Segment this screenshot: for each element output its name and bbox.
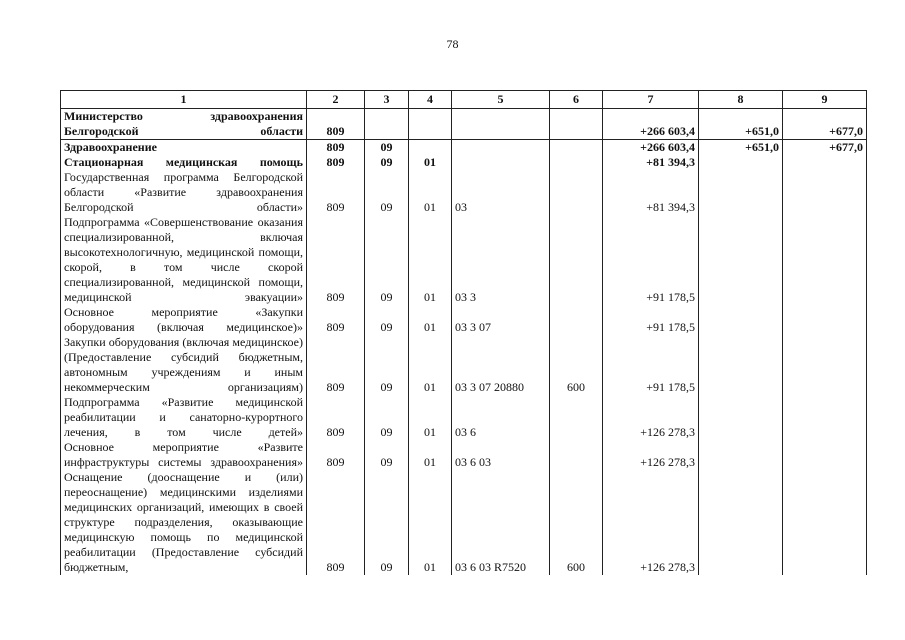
table-row xyxy=(61,395,867,440)
table-row xyxy=(61,215,867,305)
expense-type-cell: 600 xyxy=(550,470,603,575)
header-cell: 4 xyxy=(409,91,452,109)
subsection-code-cell: 09 xyxy=(365,305,409,335)
section-code-cell: 809 xyxy=(307,395,365,440)
target-article-cell xyxy=(452,109,550,140)
amount-col8-cell: +651,0 xyxy=(699,109,783,140)
table-body xyxy=(61,109,867,576)
paragraph-code-cell xyxy=(409,109,452,140)
subsection-code-cell: 09 xyxy=(365,155,409,170)
paragraph-code-cell: 01 xyxy=(409,470,452,575)
expense-type-cell: 600 xyxy=(550,335,603,395)
amount-col9-cell xyxy=(783,215,867,305)
expense-type-cell xyxy=(550,440,603,470)
budget-table xyxy=(60,90,867,575)
target-article-cell: 03 3 07 xyxy=(452,305,550,335)
section-code-cell: 809 xyxy=(307,109,365,140)
paragraph-code-cell xyxy=(409,140,452,156)
paragraph-code-cell: 01 xyxy=(409,305,452,335)
paragraph-code-cell: 01 xyxy=(409,155,452,170)
header-cell: 7 xyxy=(603,91,699,109)
amount-col7-cell: +126 278,3 xyxy=(603,395,699,440)
row-name-cell: Министерство здравоохранения Белгородской области xyxy=(61,109,307,140)
amount-col9-cell xyxy=(783,305,867,335)
amount-col9-cell xyxy=(783,335,867,395)
header-cell: 3 xyxy=(365,91,409,109)
amount-col7-cell: +126 278,3 xyxy=(603,470,699,575)
target-article-cell: 03 6 03 xyxy=(452,440,550,470)
expense-type-cell xyxy=(550,170,603,215)
amount-col9-cell xyxy=(783,440,867,470)
subsection-code-cell: 09 xyxy=(365,170,409,215)
expense-type-cell xyxy=(550,140,603,156)
amount-col7-cell: +126 278,3 xyxy=(603,440,699,470)
amount-col7-cell: +266 603,4 xyxy=(603,109,699,140)
subsection-code-cell: 09 xyxy=(365,215,409,305)
paragraph-code-cell: 01 xyxy=(409,215,452,305)
target-article-cell xyxy=(452,140,550,156)
table-row xyxy=(61,109,867,140)
amount-col9-cell: +677,0 xyxy=(783,140,867,156)
expense-type-cell xyxy=(550,155,603,170)
amount-col8-cell xyxy=(699,440,783,470)
subsection-code-cell: 09 xyxy=(365,335,409,395)
amount-col7-cell: +81 394,3 xyxy=(603,155,699,170)
row-name-cell: Оснащение (дооснащение и (или) переоснащение) медицинскими изделиями медицинских организаций, имеющих в своей структуре подразделения, оказывающие медицинскую помощь по медицинской реабилитации (Предоставление субсидий бюджетным, xyxy=(61,470,307,575)
amount-col8-cell xyxy=(699,215,783,305)
amount-col7-cell: +266 603,4 xyxy=(603,140,699,156)
table-row xyxy=(61,470,867,575)
row-name-cell: Подпрограмма «Развитие медицинской реабилитации и санаторно-курортного лечения, в том числе детей» xyxy=(61,395,307,440)
amount-col9-cell xyxy=(783,470,867,575)
target-article-cell xyxy=(452,155,550,170)
expense-type-cell xyxy=(550,215,603,305)
section-code-cell: 809 xyxy=(307,140,365,156)
row-name-cell: Закупки оборудования (включая медицинское) (Предоставление субсидий бюджетным, автономным учреждениям и иным некоммерческим организациям) xyxy=(61,335,307,395)
table-header-row xyxy=(61,91,867,109)
header-cell: 5 xyxy=(452,91,550,109)
subsection-code-cell: 09 xyxy=(365,440,409,470)
row-name-cell: Основное мероприятие «Развите инфраструктуры системы здравоохранения» xyxy=(61,440,307,470)
header-cell: 9 xyxy=(783,91,867,109)
section-code-cell: 809 xyxy=(307,170,365,215)
expense-type-cell xyxy=(550,305,603,335)
amount-col8-cell xyxy=(699,395,783,440)
expense-type-cell xyxy=(550,395,603,440)
table-row xyxy=(61,140,867,156)
row-name-cell: Государственная программа Белгородской области «Развитие здравоохранения Белгородской области» xyxy=(61,170,307,215)
subsection-code-cell: 09 xyxy=(365,470,409,575)
expense-type-cell xyxy=(550,109,603,140)
amount-col9-cell: +677,0 xyxy=(783,109,867,140)
section-code-cell: 809 xyxy=(307,155,365,170)
table-row xyxy=(61,155,867,170)
target-article-cell: 03 6 03 R7520 xyxy=(452,470,550,575)
amount-col8-cell xyxy=(699,470,783,575)
row-name-cell: Здравоохранение xyxy=(61,140,307,156)
paragraph-code-cell: 01 xyxy=(409,335,452,395)
table-row xyxy=(61,440,867,470)
table-row xyxy=(61,335,867,395)
paragraph-code-cell: 01 xyxy=(409,440,452,470)
table-row xyxy=(61,305,867,335)
paragraph-code-cell: 01 xyxy=(409,170,452,215)
paragraph-code-cell: 01 xyxy=(409,395,452,440)
section-code-cell: 809 xyxy=(307,470,365,575)
amount-col8-cell xyxy=(699,155,783,170)
row-name-cell: Подпрограмма «Совершенствование оказания специализированной, включая высокотехнологичную, медицинской помощи, скорой, в том числе скорой специализированной, медицинской помощи, медицинской эвакуации» xyxy=(61,215,307,305)
header-cell: 6 xyxy=(550,91,603,109)
section-code-cell: 809 xyxy=(307,305,365,335)
target-article-cell: 03 3 xyxy=(452,215,550,305)
section-code-cell: 809 xyxy=(307,335,365,395)
header-cell: 8 xyxy=(699,91,783,109)
amount-col9-cell xyxy=(783,155,867,170)
amount-col8-cell: +651,0 xyxy=(699,140,783,156)
amount-col7-cell: +91 178,5 xyxy=(603,305,699,335)
amount-col8-cell xyxy=(699,305,783,335)
subsection-code-cell: 09 xyxy=(365,395,409,440)
amount-col7-cell: +91 178,5 xyxy=(603,335,699,395)
row-name-cell: Основное мероприятие «Закупки оборудования (включая медицинское)» xyxy=(61,305,307,335)
amount-col9-cell xyxy=(783,170,867,215)
subsection-code-cell xyxy=(365,109,409,140)
amount-col7-cell: +81 394,3 xyxy=(603,170,699,215)
target-article-cell: 03 xyxy=(452,170,550,215)
page-number: 78 xyxy=(446,37,459,51)
table-row xyxy=(61,170,867,215)
row-name-cell: Стационарная медицинская помощь xyxy=(61,155,307,170)
amount-col9-cell xyxy=(783,395,867,440)
header-cell: 2 xyxy=(307,91,365,109)
target-article-cell: 03 3 07 20880 xyxy=(452,335,550,395)
subsection-code-cell: 09 xyxy=(365,140,409,156)
target-article-cell: 03 6 xyxy=(452,395,550,440)
header-cell: 1 xyxy=(61,91,307,109)
amount-col8-cell xyxy=(699,170,783,215)
section-code-cell: 809 xyxy=(307,440,365,470)
section-code-cell: 809 xyxy=(307,215,365,305)
amount-col7-cell: +91 178,5 xyxy=(603,215,699,305)
amount-col8-cell xyxy=(699,335,783,395)
